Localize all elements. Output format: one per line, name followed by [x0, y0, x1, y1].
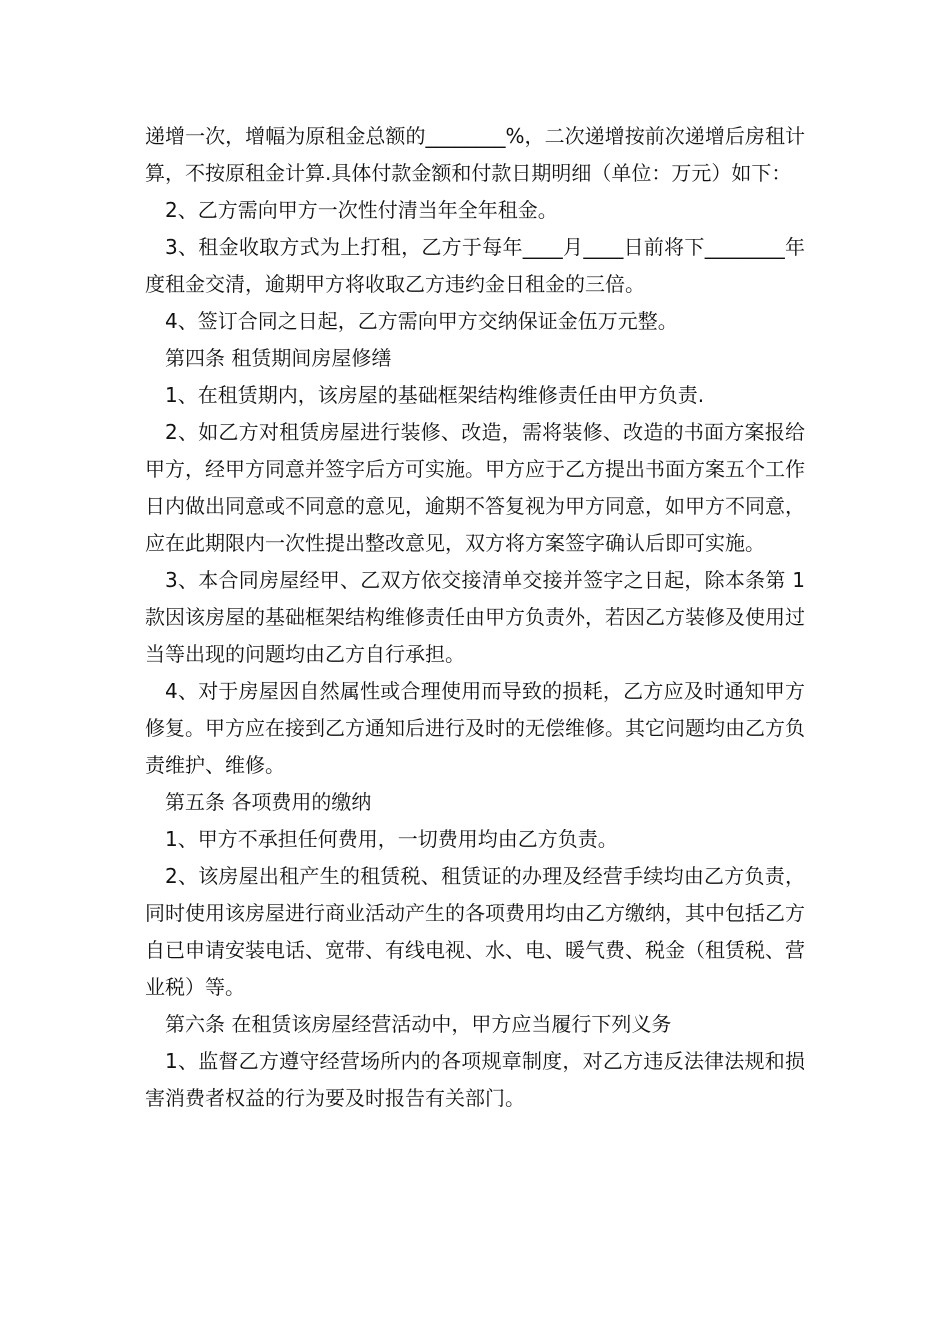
- section-heading: 第六条 在租赁该房屋经营活动中，甲方应当履行下列义务: [165, 1012, 672, 1036]
- paragraph: 3、本合同房屋经甲、乙双方依交接清单交接并签字之日起，除本条第 1 款因该房屋的基础框架结构维修责任由甲方负责外，若因乙方装修及使用过当等出现的问题均由乙方自行承担。: [145, 568, 812, 666]
- section-heading: 第四条 租赁期间房屋修缮: [165, 346, 392, 370]
- paragraph: 2、如乙方对租赁房屋进行装修、改造，需将装修、改造的书面方案报给甲方，经甲方同意并签字后方可实施。甲方应于乙方提出书面方案五个工作日内做出同意或不同意的意见，逾期不答复视为甲方同意，如甲方不同意，应在此期限内一次性提出整改意见，双方将方案签字确认后即可实施。: [145, 420, 805, 555]
- paragraph: 4、签订合同之日起，乙方需向甲方交纳保证金伍万元整。: [165, 309, 678, 333]
- paragraph: 1、在租赁期内，该房屋的基础框架结构维修责任由甲方负责.: [165, 383, 705, 407]
- paragraph: 3、租金收取方式为上打租，乙方于每年____月____日前将下________年度租金交清，逾期甲方将收取乙方违约金日租金的三倍。: [145, 235, 805, 296]
- paragraph: 4、对于房屋因自然属性或合理使用而导致的损耗，乙方应及时通知甲方修复。甲方应在接到乙方通知后进行及时的无偿维修。其它问题均由乙方负责维护、维修。: [145, 679, 805, 777]
- document-page: [145, 118, 812, 1117]
- section-heading: 第五条 各项费用的缴纳: [165, 790, 372, 814]
- paragraph: 2、乙方需向甲方一次性付清当年全年租金。: [165, 198, 558, 222]
- paragraph: 2、该房屋出租产生的租赁税、租赁证的办理及经营手续均由乙方负责，同时使用该房屋进行商业活动产生的各项费用均由乙方缴纳，其中包括乙方自已申请安装电话、宽带、有线电视、水、电、暖气费、税金（租赁税、营业税）等。: [145, 864, 805, 999]
- paragraph: 递增一次，增幅为原租金总额的________%，二次递增按前次递增后房租计算，不按原租金计算.具体付款金额和付款日期明细（单位：万元）如下：: [145, 124, 805, 185]
- paragraph: 1、甲方不承担任何费用，一切费用均由乙方负责。: [165, 827, 618, 851]
- paragraph: 1、监督乙方遵守经营场所内的各项规章制度，对乙方违反法律法规和损害消费者权益的行为要及时报告有关部门。: [145, 1049, 805, 1110]
